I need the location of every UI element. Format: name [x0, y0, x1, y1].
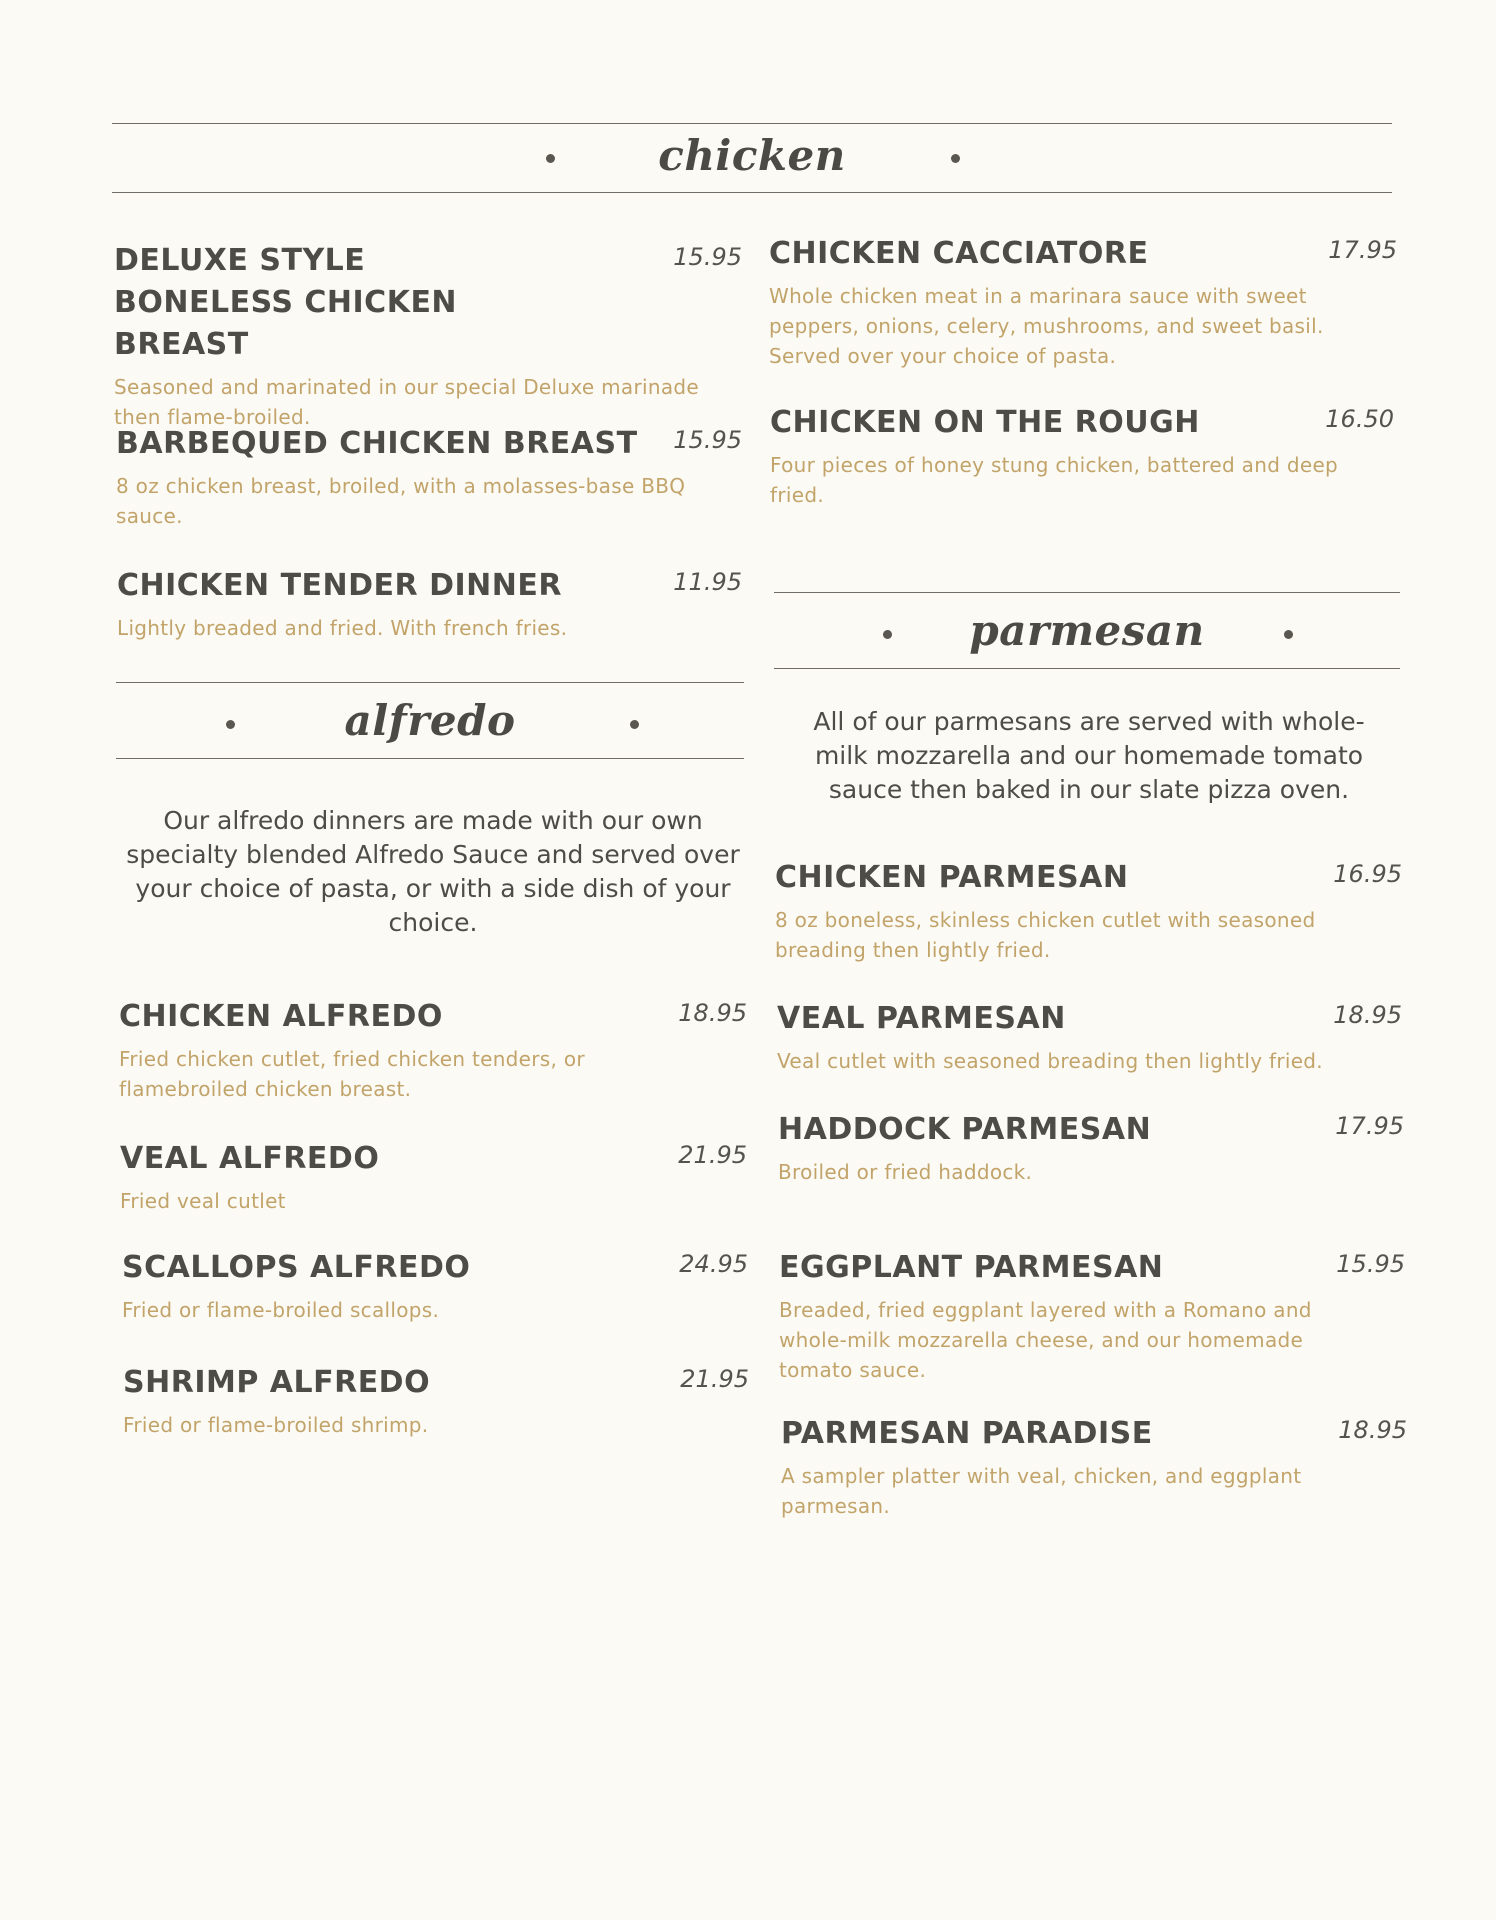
divider — [116, 682, 744, 683]
divider — [112, 192, 1392, 193]
menu-item — [770, 402, 1394, 510]
item-price: 15.95 — [1336, 1250, 1405, 1278]
menu-item — [779, 1247, 1405, 1385]
menu-item — [119, 996, 747, 1104]
menu-item — [778, 1109, 1404, 1187]
item-description: A sampler platter with veal, chicken, and eggplant parmesan. — [781, 1464, 1302, 1518]
item-description: 8 oz chicken breast, broiled, with a molasses-base BBQ sauce. — [116, 474, 686, 528]
bullet-dot-icon — [630, 720, 639, 729]
chicken-section-header — [112, 123, 1392, 193]
menu-item — [122, 1247, 748, 1325]
item-price: 17.95 — [1335, 1112, 1404, 1140]
item-price: 21.95 — [680, 1365, 749, 1393]
menu-item — [769, 233, 1397, 371]
menu-item — [116, 423, 742, 531]
item-description: Lightly breaded and fried. With french fries. — [117, 616, 568, 640]
item-description: Breaded, fried eggplant layered with a Romano and whole-milk mozzarella cheese, and our homemade tomato sauce. — [779, 1298, 1312, 1382]
menu-item — [781, 1413, 1407, 1521]
parmesan-intro: All of our parmesans are served with whole-milk mozzarella and our homemade tomato sauce then baked in our slate pizza oven. — [813, 707, 1365, 804]
divider — [774, 592, 1400, 593]
item-price: 15.95 — [673, 243, 742, 271]
alfredo-section-header — [116, 682, 744, 759]
menu-item — [117, 565, 742, 643]
item-price: 21.95 — [678, 1141, 747, 1169]
item-name: CHICKEN PARMESAN — [775, 860, 1129, 895]
item-price: 24.95 — [679, 1250, 748, 1278]
item-price: 18.95 — [1338, 1416, 1407, 1444]
alfredo-intro: Our alfredo dinners are made with our own specialty blended Alfredo Sauce and served over your choice of pasta, or with a side dish of your choice. — [126, 806, 740, 937]
menu-item — [775, 857, 1402, 965]
item-name: SCALLOPS ALFREDO — [122, 1250, 471, 1285]
item-name: CHICKEN ON THE ROUGH — [770, 405, 1200, 440]
menu-item — [114, 240, 742, 432]
item-name: PARMESAN PARADISE — [781, 1416, 1153, 1451]
bullet-dot-icon — [1284, 630, 1293, 639]
item-description: Whole chicken meat in a marinara sauce with sweet peppers, onions, celery, mushrooms, and sweet basil. Served over your choice of pasta. — [769, 284, 1324, 368]
item-name: BARBEQUED CHICKEN BREAST — [116, 426, 638, 461]
item-name: VEAL ALFREDO — [120, 1141, 380, 1176]
section-title: chicken — [658, 131, 846, 180]
item-description: Fried veal cutlet — [120, 1189, 286, 1213]
item-name: EGGPLANT PARMESAN — [779, 1250, 1164, 1285]
divider — [112, 123, 1392, 124]
item-description: 8 oz boneless, skinless chicken cutlet with seasoned breading then lightly fried. — [775, 908, 1316, 962]
section-title: alfredo — [344, 696, 516, 745]
item-description: Veal cutlet with seasoned breading then lightly fried. — [777, 1049, 1323, 1073]
item-description: Fried or flame-broiled shrimp. — [123, 1413, 429, 1437]
item-price: 18.95 — [678, 999, 747, 1027]
item-price: 17.95 — [1328, 236, 1397, 264]
item-price: 16.95 — [1333, 860, 1402, 888]
menu-item — [777, 998, 1402, 1076]
menu-item — [120, 1138, 747, 1216]
item-price: 11.95 — [673, 568, 742, 596]
menu-item — [123, 1362, 749, 1440]
item-price: 18.95 — [1333, 1001, 1402, 1029]
parmesan-section-header — [774, 592, 1400, 669]
item-description: Fried or flame-broiled scallops. — [122, 1298, 440, 1322]
item-description: Four pieces of honey stung chicken, battered and deep fried. — [770, 453, 1339, 507]
item-name: VEAL PARMESAN — [777, 1001, 1066, 1036]
section-title: parmesan — [969, 606, 1205, 655]
divider — [116, 758, 744, 759]
item-name: CHICKEN TENDER DINNER — [117, 568, 562, 603]
item-description: Seasoned and marinated in our special Deluxe marinade then flame-broiled. — [114, 375, 699, 429]
item-name: CHICKEN ALFREDO — [119, 999, 443, 1034]
item-name: CHICKEN CACCIATORE — [769, 236, 1149, 271]
item-name: DELUXE STYLE BONELESS CHICKEN BREAST — [114, 243, 458, 362]
item-description: Fried chicken cutlet, fried chicken tenders, or flamebroiled chicken breast. — [119, 1047, 585, 1101]
item-name: SHRIMP ALFREDO — [123, 1365, 431, 1400]
item-price: 16.50 — [1325, 405, 1394, 433]
item-price: 15.95 — [673, 426, 742, 454]
divider — [774, 668, 1400, 669]
item-description: Broiled or fried haddock. — [778, 1160, 1033, 1184]
item-name: HADDOCK PARMESAN — [778, 1112, 1152, 1147]
bullet-dot-icon — [951, 154, 960, 163]
